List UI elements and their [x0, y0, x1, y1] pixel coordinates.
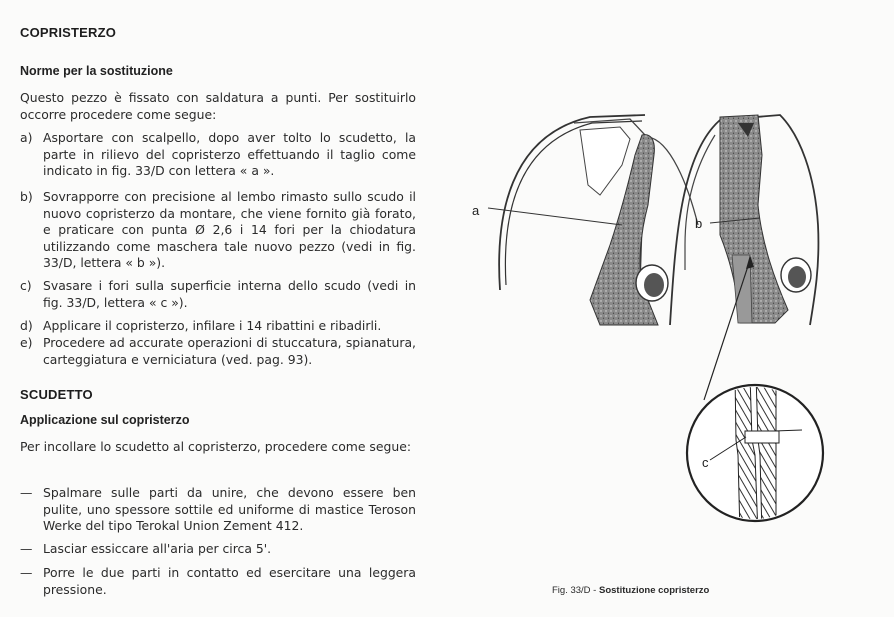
list-marker: a) [20, 130, 33, 145]
list-text: Svasare i fori sulla superficie interna dello scudo (vedi in fig. 33/D, lettera « c »). [43, 278, 416, 310]
dash-item-1 [20, 485, 416, 535]
label-c: c [702, 455, 709, 470]
section-title-copristerzo: COPRISTERZO [20, 25, 117, 40]
list-item-d [20, 318, 416, 335]
caption-number: Fig. 33/D - [552, 585, 597, 596]
intro-paragraph-2: Per incollare lo scudetto al copristerzo, procedere come segue: [20, 439, 411, 454]
list-text: Spalmare sulle parti da unire, che devono essere ben pulite, uno spessore sottile ed uniforme di mastice Teroson Werke del tipo Terokal Union Zement 412. [43, 485, 416, 533]
list-item-a [20, 130, 416, 180]
dash-item-2 [20, 541, 416, 558]
label-b: b [695, 216, 703, 231]
list-item-c [20, 278, 416, 311]
list-marker: — [20, 565, 33, 580]
caption-title: Sostituzione copristerzo [599, 585, 710, 596]
section-title-scudetto: SCUDETTO [20, 387, 93, 402]
figure-caption [552, 585, 709, 596]
subtitle-applicazione: Applicazione sul copristerzo [20, 413, 190, 427]
list-text: Porre le due parti in contatto ed esercitare una leggera pressione. [43, 565, 416, 597]
label-a: a [472, 203, 480, 218]
list-item-e [20, 335, 416, 368]
copristerzo-illustration [470, 95, 870, 575]
list-text: Lasciar essiccare all'aria per circa 5'. [43, 541, 272, 556]
list-text: Sovrapporre con precisione al lembo rimasto sullo scudo il nuovo copristerzo da montare, che viene fornito già forato, e praticare con punta Ø 2,6 i 14 fori per la chiodatura utilizzando come maschera tale nuovo pezzo (vedi in fig. 33/D, lettera « b »). [43, 189, 416, 270]
list-marker: e) [20, 335, 33, 350]
list-marker: b) [20, 189, 33, 204]
list-text: Asportare con scalpello, dopo aver tolto lo scudetto, la parte in rilievo del copristerzo effettuando il taglio come indicato in fig. 33/D con lettera « a ». [43, 130, 416, 178]
detail-arrow [704, 260, 750, 400]
list-marker: d) [20, 318, 33, 333]
subtitle-norme-sostituzione: Norme per la sostituzione [20, 64, 173, 78]
figure-33d [470, 95, 870, 579]
list-text: Procedere ad accurate operazioni di stuccatura, spianatura, carteggiatura e verniciatura (ved. pag. 93). [43, 335, 416, 367]
panel-a [499, 115, 698, 325]
intro-paragraph-1: Questo pezzo è fissato con saldatura a punti. Per sostituirlo occorre procedere come segue: [20, 90, 416, 122]
dash-item-3 [20, 565, 416, 598]
list-text: Applicare il copristerzo, infilare i 14 ribattini e ribadirli. [43, 318, 382, 333]
list-marker: c) [20, 278, 32, 293]
list-marker: — [20, 541, 33, 556]
list-item-b [20, 189, 416, 272]
list-marker: — [20, 485, 33, 500]
